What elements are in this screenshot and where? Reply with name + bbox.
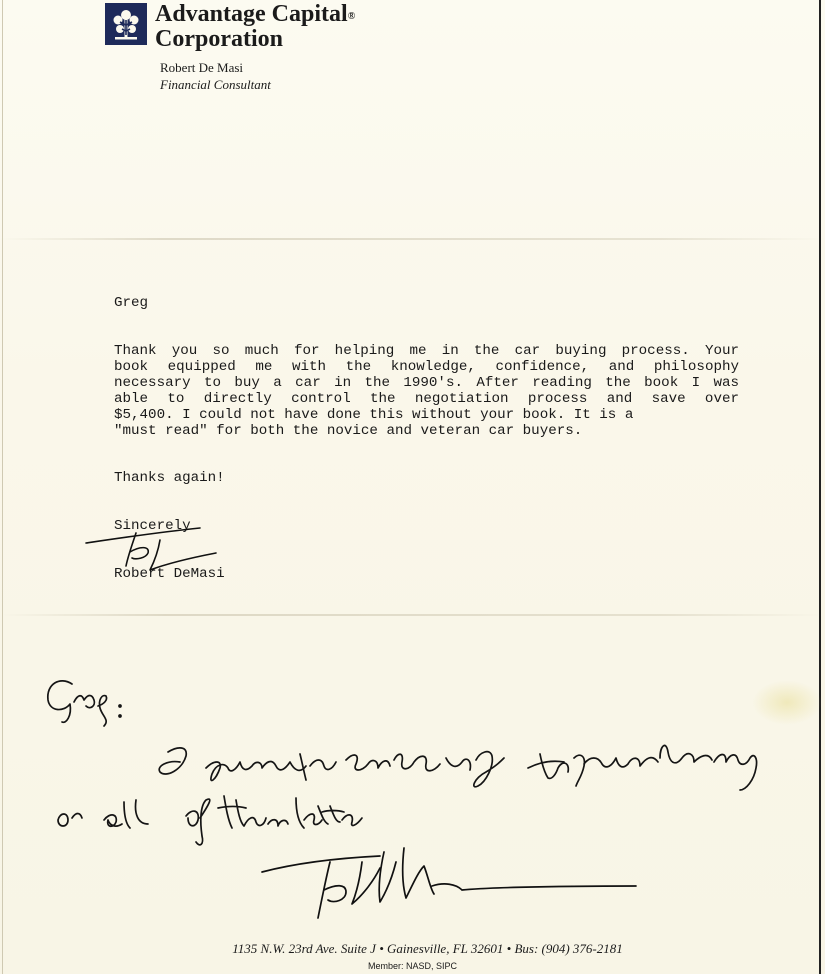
letter-thanks: Thanks again! [114,470,225,486]
sender-title: Financial Consultant [160,77,271,92]
registered-mark: ® [347,11,356,22]
footer-address: 1135 N.W. 23rd Ave. Suite J • Gainesville, FL 32601 • Bus: (904) 376-2181 [232,941,623,956]
letter-body-line: $5,400. I could not have done this without your book. It is a [114,407,634,423]
hw-greeting-stroke [48,681,72,722]
letter-body-line: book equipped me with the knowledge, confidence, and philosophy [114,359,739,375]
letter-salutation: Greg [114,295,149,311]
letter-body-line: "must read" for both the novice and veteran car buyers. [114,423,583,439]
sender-name: Robert De Masi [160,60,244,75]
letter-body-line: able to directly control the negotiation process and save over [114,391,739,407]
footer-member: Member: NASD, SIPC [367,961,458,971]
letter-body-line: Thank you so much for helping me in the car buying process. Your [114,343,739,359]
signature-scribble-lower [262,848,636,918]
company-name-line1: Advantage Capital [155,1,348,27]
letter-body-line: necessary to buy a car in the 1990's. After reading the book I was [114,375,739,391]
letter-closing: Sincerely [114,518,191,534]
company-name-line2: Corporation [155,26,283,52]
letter-signature-name: Robert DeMasi [114,566,225,582]
